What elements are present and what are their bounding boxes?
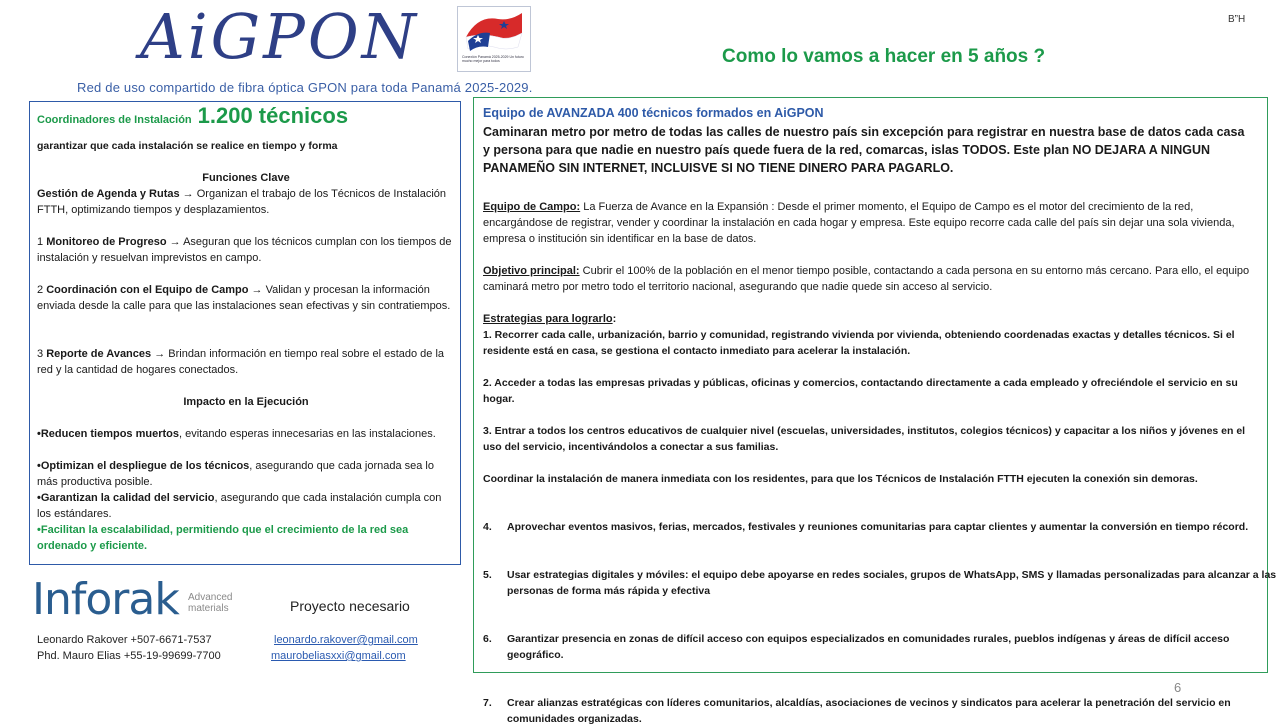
panama-flag-icon bbox=[457, 6, 531, 72]
impact-title: Impacto en la Ejecución bbox=[183, 396, 309, 408]
team-title: Equipo de AVANZADA 400 técnicos formados en AiGPON bbox=[483, 106, 824, 120]
contact-row bbox=[37, 649, 406, 663]
function-title: Monitoreo de Progreso bbox=[46, 236, 167, 248]
company-name: Inforak bbox=[32, 574, 179, 625]
numbered-item bbox=[483, 631, 1277, 663]
strategy-item: 1. Recorrer cada calle, urbanización, barrio y comunidad, registrando vivienda por vivienda, obteniendo coordenadas exactas y detalles técnicos. Si el residente está en casa, se gestiona el contacto inmediato para acelerar la instalación. bbox=[483, 329, 1235, 357]
impact-title: •Garantizan la calidad del servicio bbox=[37, 492, 215, 504]
field-team-paragraph bbox=[483, 199, 1253, 247]
function-title: Coordinación con el Equipo de Campo bbox=[46, 284, 249, 296]
objective-label: Objetivo principal: bbox=[483, 265, 580, 277]
strategy-item: 2. Acceder a todas las empresas privadas y públicas, oficinas y comercios, contactando directamente a cada empleado y ofreciéndole el servicio en su hogar. bbox=[483, 377, 1238, 405]
item-number: 7. bbox=[483, 697, 492, 709]
function-item bbox=[37, 186, 455, 218]
function-title: Reporte de Avances bbox=[46, 348, 152, 360]
contact-row bbox=[37, 633, 418, 647]
impact-text: , evitando esperas innecesarias en las instalaciones. bbox=[179, 428, 436, 440]
impact-item-highlight bbox=[37, 522, 455, 554]
advance-team-panel bbox=[473, 97, 1277, 725]
function-text: → Aseguran que los técnicos cumplan con los tiempos de instalación y resuelvan imprevistos en campo. bbox=[37, 236, 452, 264]
page-subtitle: Red de uso compartido de fibra óptica GPON para toda Panamá 2025-2029. bbox=[77, 80, 533, 95]
item-text: Crear alianzas estratégicas con líderes comunitarios, alcaldías, asociaciones de vecinos y sindicatos para acelerar la penetración del servicio en comunidades organizadas. bbox=[507, 697, 1231, 725]
item-number: 6. bbox=[483, 633, 492, 645]
function-prefix: 3 bbox=[37, 348, 47, 360]
function-item bbox=[37, 234, 455, 266]
coordinate-paragraph: Coordinar la instalación de manera inmediata con los residentes, para que los Técnicos de Instalación FTTH ejecuten la conexión sin demoras. bbox=[483, 473, 1198, 485]
item-text: Usar estrategias digitales y móviles: el equipo debe apoyarse en redes sociales, grupos de WhatsApp, SMS y llamadas personalizadas para alcanzar a las personas de forma más rápida y efectiva bbox=[507, 569, 1277, 597]
impact-text: , asegurando que cada instalación cumpla con los estándares. bbox=[37, 492, 442, 520]
numbered-item bbox=[483, 695, 1277, 727]
objective-paragraph bbox=[483, 263, 1253, 295]
contact-name: Leonardo Rakover +507-6671-7537 bbox=[37, 634, 212, 646]
corner-mark: B”H bbox=[1228, 14, 1246, 25]
function-title: Gestión de Agenda y Rutas bbox=[37, 188, 180, 200]
impact-title: •Facilitan la escalabilidad bbox=[37, 524, 170, 536]
page-headline: Como lo vamos a hacer en 5 años ? bbox=[722, 46, 1046, 67]
aigpon-logo-title: AiGPON bbox=[140, 0, 419, 73]
coordinators-label: Coordinadores de Instalación bbox=[37, 114, 192, 126]
flag-graphic bbox=[458, 7, 530, 55]
contact-email-link[interactable]: maurobeliasxxi@gmail.com bbox=[271, 650, 406, 662]
impact-text: , permitiendo que el crecimiento de la red sea ordenado y eficiente. bbox=[37, 524, 409, 552]
coordinators-count: 1.200 técnicos bbox=[197, 103, 349, 128]
inforak-logo bbox=[32, 574, 247, 630]
page-number: 6 bbox=[1174, 680, 1182, 695]
function-text: → Validan y procesan la información enviada desde la calle para que las instalaciones sean efectivas y sin contratiempos. bbox=[37, 284, 451, 312]
function-item bbox=[37, 282, 455, 314]
impact-text: , asegurando que cada jornada sea lo más productiva posible. bbox=[37, 460, 434, 488]
contact-email-link[interactable]: leonardo.rakover@gmail.com bbox=[274, 634, 418, 646]
function-item bbox=[37, 346, 455, 378]
team-intro: Caminaran metro por metro de todas las calles de nuestro país sin excepción para registrar en nuestra base de datos cada casa y persona para que nadie en nuestro país quede fuera de la red, comarcas, islas TODOS. Este plan NO DEJARA A NINGUN PANAMEÑO SIN INTERNET, INCLUISVE SI NO TIENE DINERO PARA PAGARLO. bbox=[483, 125, 1245, 175]
strategies-label: Estrategias para lograrlo bbox=[483, 313, 613, 325]
impact-title: •Reducen tiempos muertos bbox=[37, 428, 179, 440]
item-text: Aprovechar eventos masivos, ferias, mercados, festivales y reuniones comunitarias para captar clientes y aumentar la conversión en tiempo récord. bbox=[507, 521, 1249, 533]
item-number: 5. bbox=[483, 569, 492, 581]
project-label: Proyecto necesario bbox=[290, 598, 410, 614]
functions-title: Funciones Clave bbox=[202, 172, 290, 184]
coordinators-description: garantizar que cada instalación se realice en tiempo y forma bbox=[37, 140, 338, 152]
item-text: Garantizar presencia en zonas de difícil acceso con equipos especializados en comunidades rurales, pueblos indígenas y áreas de difícil acceso geográfico. bbox=[507, 633, 1230, 661]
function-prefix: 1 bbox=[37, 236, 47, 248]
numbered-item bbox=[483, 519, 1277, 535]
company-tag-line-1: Advanced bbox=[188, 592, 233, 603]
function-text: → Brindan información en tiempo real sobre el estado de la red y la cantidad de hogares conectados. bbox=[37, 348, 445, 376]
objective-text: Cubrir el 100% de la población en el menor tiempo posible, contactando a cada persona en su entorno más cercano. Para ello, el equipo caminará metro por metro todo el territorio nacional, asegurando que nadie quede sin acceso al servicio. bbox=[483, 265, 1250, 293]
flag-caption: Conexión Panamá 2025-2029 Un futuro mucho mejor para todos bbox=[462, 55, 524, 63]
contact-name: Phd. Mauro Elias +55-19-99699-7700 bbox=[37, 650, 221, 662]
field-team-text: La Fuerza de Avance en la Expansión : Desde el primer momento, el Equipo de Campo es el motor del crecimiento de la red, encargándose de registrar, vender y coordinar la instalación en cada hogar y empresa. Este equipo recorre cada calle del país sin dejar una sola vivienda, empresa o institución sin identificar en la base de datos. bbox=[483, 201, 1235, 245]
impact-item bbox=[37, 426, 455, 442]
function-text: → Organizan el trabajo de los Técnicos de Instalación FTTH, optimizando tiempos y desplazamientos. bbox=[37, 188, 447, 216]
company-tagline bbox=[188, 592, 232, 614]
strategies-heading bbox=[483, 311, 1253, 327]
coordinators-panel bbox=[29, 101, 461, 565]
coordinators-header bbox=[37, 103, 455, 128]
numbered-item bbox=[483, 567, 1277, 599]
impact-title: •Optimizan el despliegue de los técnicos bbox=[37, 460, 250, 472]
field-team-label: Equipo de Campo: bbox=[483, 201, 581, 213]
strategies-colon: : bbox=[612, 313, 617, 325]
company-tag-line-2: materials bbox=[188, 603, 229, 614]
impact-item bbox=[37, 490, 455, 522]
function-prefix: 2 bbox=[37, 284, 47, 296]
impact-item bbox=[37, 458, 455, 490]
item-number: 4. bbox=[483, 521, 492, 533]
strategy-item: 3. Entrar a todos los centros educativos de cualquier nivel (escuelas, universidades, institutos, colegios técnicos) y capacitar a los niños y jóvenes en el uso del servicio, incentivándolos a conectar a sus familias. bbox=[483, 425, 1246, 453]
